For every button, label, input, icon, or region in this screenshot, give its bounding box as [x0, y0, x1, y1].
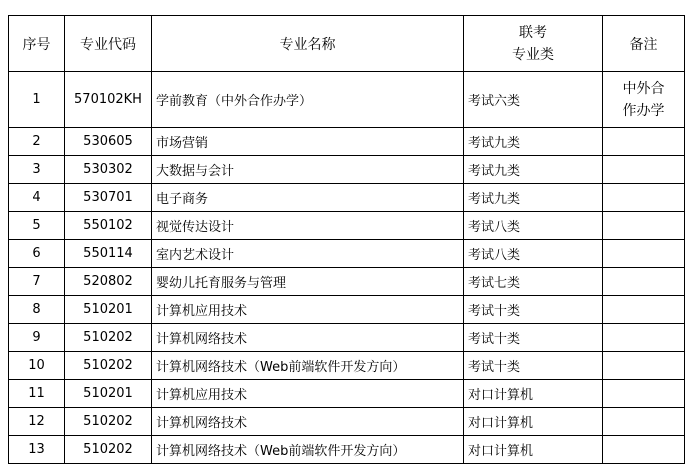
cell-category: 对口计算机 — [464, 380, 603, 408]
cell-category: 考试七类 — [464, 268, 603, 296]
cell-category: 考试十类 — [464, 352, 603, 380]
cell-note — [603, 268, 685, 296]
cell-note — [603, 212, 685, 240]
table-row — [9, 436, 685, 464]
cell-name: 市场营销 — [152, 128, 464, 156]
cell-num: 7 — [9, 268, 65, 296]
cell-name: 电子商务 — [152, 184, 464, 212]
cell-num: 2 — [9, 128, 65, 156]
cell-category: 考试八类 — [464, 240, 603, 268]
cell-note — [603, 380, 685, 408]
header-category — [464, 16, 603, 72]
cell-category: 考试九类 — [464, 184, 603, 212]
cell-code: 530701 — [65, 184, 152, 212]
table-row — [9, 296, 685, 324]
major-table — [8, 15, 685, 464]
cell-code: 550102 — [65, 212, 152, 240]
header-name: 专业名称 — [152, 16, 464, 72]
major-table-container — [8, 15, 685, 464]
table-row — [9, 268, 685, 296]
cell-category: 考试九类 — [464, 128, 603, 156]
cell-note — [603, 352, 685, 380]
cell-num: 11 — [9, 380, 65, 408]
cell-name: 学前教育（中外合作办学） — [152, 72, 464, 128]
cell-num: 12 — [9, 408, 65, 436]
cell-category: 对口计算机 — [464, 408, 603, 436]
cell-category: 考试十类 — [464, 296, 603, 324]
cell-note — [603, 240, 685, 268]
table-row — [9, 156, 685, 184]
cell-note — [603, 436, 685, 464]
cell-name: 计算机网络技术 — [152, 324, 464, 352]
cell-code: 550114 — [65, 240, 152, 268]
table-row — [9, 408, 685, 436]
cell-note — [603, 72, 685, 128]
cell-num: 9 — [9, 324, 65, 352]
cell-name: 计算机应用技术 — [152, 380, 464, 408]
cell-note — [603, 156, 685, 184]
cell-code: 510202 — [65, 324, 152, 352]
cell-code: 530605 — [65, 128, 152, 156]
cell-name: 计算机网络技术（Web前端软件开发方向） — [152, 436, 464, 464]
cell-note — [603, 184, 685, 212]
header-category-line2: 专业类 — [512, 46, 554, 63]
header-category-line1: 联考 — [519, 24, 547, 41]
cell-code: 520802 — [65, 268, 152, 296]
table-body — [9, 72, 685, 464]
cell-name: 大数据与会计 — [152, 156, 464, 184]
cell-num: 5 — [9, 212, 65, 240]
cell-note-line1: 中外合 — [622, 80, 665, 97]
header-note: 备注 — [603, 16, 685, 72]
cell-name: 计算机应用技术 — [152, 296, 464, 324]
cell-code: 510202 — [65, 352, 152, 380]
cell-category: 考试六类 — [464, 72, 603, 128]
cell-category: 考试九类 — [464, 156, 603, 184]
table-row — [9, 72, 685, 128]
cell-num: 3 — [9, 156, 65, 184]
cell-note — [603, 408, 685, 436]
header-code: 专业代码 — [65, 16, 152, 72]
table-row — [9, 212, 685, 240]
cell-num: 1 — [9, 72, 65, 128]
cell-num: 10 — [9, 352, 65, 380]
cell-code: 510202 — [65, 408, 152, 436]
cell-category: 考试十类 — [464, 324, 603, 352]
cell-num: 13 — [9, 436, 65, 464]
table-header-row — [9, 16, 685, 72]
cell-name: 视觉传达设计 — [152, 212, 464, 240]
cell-note — [603, 296, 685, 324]
table-row — [9, 380, 685, 408]
cell-category: 考试八类 — [464, 212, 603, 240]
table-row — [9, 184, 685, 212]
table-row — [9, 324, 685, 352]
cell-note-line2: 作办学 — [622, 102, 665, 119]
cell-code: 510201 — [65, 296, 152, 324]
cell-name: 婴幼儿托育服务与管理 — [152, 268, 464, 296]
cell-num: 8 — [9, 296, 65, 324]
cell-note — [603, 324, 685, 352]
cell-note — [603, 128, 685, 156]
cell-code: 510201 — [65, 380, 152, 408]
table-row — [9, 128, 685, 156]
cell-code: 570102KH — [65, 72, 152, 128]
cell-category: 对口计算机 — [464, 436, 603, 464]
table-row — [9, 240, 685, 268]
cell-code: 510202 — [65, 436, 152, 464]
cell-name: 计算机网络技术（Web前端软件开发方向） — [152, 352, 464, 380]
cell-name: 计算机网络技术 — [152, 408, 464, 436]
cell-code: 530302 — [65, 156, 152, 184]
cell-num: 6 — [9, 240, 65, 268]
cell-name: 室内艺术设计 — [152, 240, 464, 268]
cell-num: 4 — [9, 184, 65, 212]
table-row — [9, 352, 685, 380]
header-num: 序号 — [9, 16, 65, 72]
